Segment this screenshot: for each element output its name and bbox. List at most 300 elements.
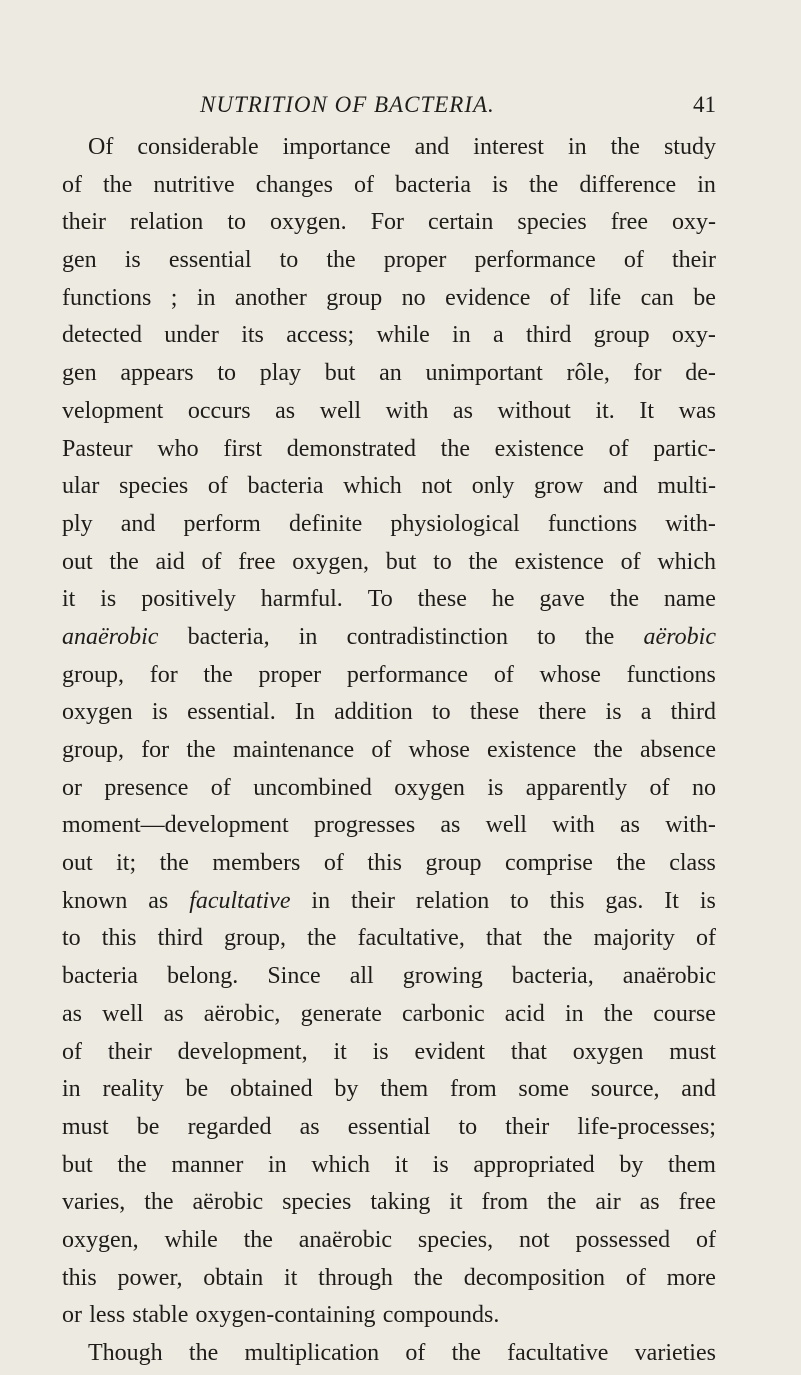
word: harmful. — [260, 586, 343, 613]
word: for — [149, 661, 178, 688]
word: existence — [494, 435, 584, 462]
word: appears — [120, 360, 194, 387]
text-line — [62, 129, 716, 167]
word: the — [547, 1189, 577, 1216]
word: presence — [104, 774, 189, 801]
word: with- — [665, 510, 716, 537]
word: proper — [258, 661, 322, 688]
word: occurs — [187, 397, 251, 424]
word: air — [595, 1189, 621, 1216]
word: of — [623, 247, 644, 274]
word: as — [275, 397, 296, 424]
word: decomposition — [463, 1264, 606, 1291]
word: evidence — [445, 284, 531, 311]
word: of — [625, 1264, 646, 1291]
word: the — [307, 925, 337, 952]
word: which — [311, 1151, 370, 1178]
word: bacteria — [247, 473, 324, 500]
word: in — [567, 134, 587, 160]
word: of — [354, 171, 375, 198]
word: was — [678, 397, 716, 424]
word: generate — [300, 1000, 382, 1027]
text-line — [62, 167, 716, 205]
word: to — [510, 887, 529, 914]
word: as — [620, 812, 641, 839]
word: oxygen, — [292, 548, 369, 575]
word: the — [593, 737, 623, 763]
word: play — [259, 360, 302, 387]
word: as — [639, 1189, 660, 1216]
word: first — [223, 435, 263, 462]
word: through — [318, 1264, 393, 1291]
text-line — [62, 657, 716, 695]
word: definite — [288, 510, 363, 537]
text-line — [62, 204, 716, 242]
word: is — [605, 699, 622, 726]
word: as — [62, 1000, 82, 1027]
word: to — [431, 699, 451, 726]
word: belong. — [166, 963, 239, 990]
word: the — [543, 925, 573, 952]
word: while — [164, 1226, 218, 1253]
word: contradistinction — [346, 623, 508, 650]
word: oxygen — [572, 1038, 644, 1065]
word: these — [417, 586, 467, 613]
word: aërobic — [192, 1189, 264, 1216]
word: for — [633, 360, 662, 387]
word: them — [380, 1076, 429, 1103]
word: some — [518, 1076, 570, 1103]
word: it. — [595, 397, 615, 424]
word: gen — [62, 247, 97, 274]
word: of — [62, 171, 82, 198]
word: the — [109, 548, 139, 575]
word: physiological — [390, 510, 520, 537]
word: the — [440, 435, 470, 462]
word: the — [186, 737, 216, 763]
text-line — [62, 355, 716, 393]
word: the — [413, 1264, 443, 1291]
word: the — [159, 850, 189, 877]
word: is — [432, 1151, 449, 1178]
word: only — [471, 473, 515, 500]
word: class — [669, 850, 716, 877]
word: is — [100, 586, 117, 613]
word: must — [62, 1113, 109, 1140]
word: carbonic — [402, 1000, 485, 1027]
word: for — [141, 737, 170, 763]
text-line — [62, 619, 716, 657]
word: by — [334, 1076, 359, 1103]
word: in — [267, 1151, 287, 1178]
word: this — [367, 850, 403, 877]
text-line — [62, 845, 716, 883]
word: to — [62, 925, 81, 952]
word: in — [697, 171, 716, 198]
word: aërobic — [643, 623, 716, 650]
word: it — [62, 586, 76, 613]
word: of — [210, 774, 231, 801]
word: be — [693, 284, 716, 311]
word: of — [649, 774, 670, 801]
word: compounds. — [382, 1302, 500, 1329]
text-line — [62, 581, 716, 619]
word: functions — [547, 510, 638, 537]
word: the — [585, 623, 615, 650]
word: more — [666, 1264, 716, 1291]
word: access; — [286, 322, 355, 349]
word: relation — [130, 209, 204, 236]
word: ular — [62, 473, 100, 500]
word: obtained — [229, 1076, 313, 1103]
word: of — [608, 435, 629, 462]
word: without — [497, 397, 571, 424]
word: group, — [62, 737, 124, 763]
word: appropriated — [473, 1151, 595, 1178]
word: aid — [155, 548, 185, 575]
word: third — [670, 699, 716, 726]
word: with — [552, 812, 595, 839]
word: not — [518, 1226, 550, 1253]
word: is — [699, 887, 716, 914]
word: positively — [141, 586, 236, 613]
word: name — [663, 586, 716, 613]
word: varieties — [634, 1340, 716, 1366]
word: anaërobic — [298, 1226, 393, 1253]
text-line — [62, 732, 716, 770]
word: For — [370, 209, 405, 236]
word: essential — [347, 1113, 431, 1140]
word: this — [62, 1264, 97, 1291]
word: absence — [640, 737, 716, 763]
word: a — [493, 322, 504, 349]
text-line — [62, 1109, 716, 1147]
word: anaërobic — [622, 963, 716, 990]
word: and — [414, 134, 450, 160]
word: but — [385, 548, 417, 575]
word: or — [62, 774, 82, 801]
word: de- — [685, 360, 716, 387]
word: in — [298, 623, 318, 650]
word: regarded — [187, 1113, 272, 1140]
word: with- — [665, 812, 716, 839]
word: all — [349, 963, 374, 990]
word: possessed — [575, 1226, 671, 1253]
word: aërobic, — [203, 1000, 281, 1027]
page-number: 41 — [693, 92, 716, 117]
word: of — [695, 1226, 716, 1253]
word: this — [549, 887, 585, 914]
text-line — [62, 1034, 716, 1072]
text-line — [62, 1260, 716, 1298]
word: reality — [102, 1076, 164, 1103]
word: in — [62, 1076, 81, 1103]
word: their — [62, 209, 106, 236]
word: be — [185, 1076, 209, 1103]
word: of — [405, 1340, 426, 1366]
word: species — [517, 209, 587, 236]
text-line — [62, 1071, 716, 1109]
word: existence — [514, 548, 604, 575]
text-line — [62, 920, 716, 958]
word: importance — [282, 134, 391, 160]
word: the — [609, 586, 639, 613]
word: the — [243, 1226, 273, 1253]
word: the — [610, 134, 640, 160]
word: their — [505, 1113, 550, 1140]
word: of — [371, 737, 392, 763]
word: Since — [267, 963, 321, 990]
word: free — [238, 548, 276, 575]
word: Of — [88, 134, 114, 160]
text-line — [62, 958, 716, 996]
word: comprise — [504, 850, 593, 877]
word: Though — [88, 1340, 163, 1366]
word: gave — [539, 586, 585, 613]
word: but — [62, 1151, 93, 1178]
word: of — [323, 850, 344, 877]
text-line — [62, 431, 716, 469]
word: in — [311, 887, 331, 914]
word: source, — [590, 1076, 660, 1103]
word: it — [284, 1264, 298, 1291]
word: essential — [168, 247, 252, 274]
word: performance — [474, 247, 596, 274]
word: Pasteur — [62, 435, 133, 462]
word: that — [510, 1038, 547, 1065]
word: power, — [117, 1264, 183, 1291]
word: gen — [62, 360, 97, 387]
word: well — [319, 397, 362, 424]
word: of — [549, 284, 570, 311]
word: manner — [171, 1151, 244, 1178]
word: moment—development — [62, 812, 289, 839]
text-line — [62, 1335, 716, 1373]
word: of — [201, 548, 222, 575]
word: members — [212, 850, 301, 877]
word: partic- — [653, 435, 716, 462]
word: perform — [183, 510, 261, 537]
word: by — [619, 1151, 644, 1178]
word: life-processes; — [577, 1113, 716, 1140]
word: to — [279, 247, 299, 274]
text-line — [62, 506, 716, 544]
word: that — [485, 925, 522, 952]
word: of — [493, 661, 514, 688]
word: unimportant — [425, 360, 543, 387]
word: taking — [370, 1189, 431, 1216]
word: a — [640, 699, 652, 726]
word: group — [425, 850, 482, 877]
word: apparently — [525, 774, 628, 801]
word: group, — [62, 661, 124, 688]
word: out — [62, 850, 93, 877]
word: can — [640, 284, 674, 311]
word: oxygen — [394, 774, 465, 801]
word: another — [234, 284, 307, 311]
text-line — [62, 996, 716, 1034]
word: who — [157, 435, 199, 462]
word: is — [487, 774, 504, 801]
word: and — [681, 1076, 716, 1103]
word: out — [62, 548, 93, 575]
word: bacteria, — [511, 963, 594, 990]
word: in — [564, 1000, 584, 1027]
word: group — [326, 284, 383, 311]
word: or — [62, 1302, 82, 1329]
word: It — [664, 887, 679, 914]
text-line — [62, 544, 716, 582]
word: it — [333, 1038, 347, 1065]
word: group — [593, 322, 650, 349]
word: known — [62, 887, 128, 914]
word: this — [101, 925, 137, 952]
word: gas. — [605, 887, 644, 914]
word: growing — [402, 963, 483, 990]
word: It — [639, 397, 655, 424]
word: functions — [62, 284, 152, 311]
word: which — [343, 473, 402, 500]
word: velopment — [62, 397, 164, 424]
text-line — [62, 317, 716, 355]
text-line — [62, 770, 716, 808]
word: its — [241, 322, 264, 349]
word: and — [120, 510, 156, 537]
word: bacteria, — [187, 623, 270, 650]
word: varies, — [62, 1189, 126, 1216]
word: from — [449, 1076, 497, 1103]
text-line — [62, 1184, 716, 1222]
word: not — [421, 473, 453, 500]
text-line — [62, 393, 716, 431]
word: to — [458, 1113, 478, 1140]
word: anaërobic — [62, 623, 159, 650]
word: functions — [626, 661, 716, 688]
word: oxy- — [671, 322, 716, 349]
word: oxy- — [672, 209, 716, 236]
text-line — [62, 1147, 716, 1185]
word: certain — [428, 209, 494, 236]
word: as — [148, 887, 169, 914]
word: acid — [504, 1000, 545, 1027]
word: species — [118, 473, 189, 500]
word: whose — [539, 661, 601, 688]
word: oxygen. — [270, 209, 347, 236]
word: is — [491, 171, 508, 198]
word: the — [451, 1340, 481, 1366]
word: as — [440, 812, 461, 839]
word: in — [452, 322, 471, 349]
word: their — [351, 887, 395, 914]
word: oxygen-containing — [195, 1302, 376, 1329]
word: the — [103, 171, 133, 198]
word: third — [157, 925, 203, 952]
word: third — [526, 322, 572, 349]
text-line — [62, 807, 716, 845]
word: which — [657, 548, 716, 575]
word: the — [144, 1189, 174, 1216]
word: ; — [170, 284, 178, 311]
word: progresses — [313, 812, 416, 839]
word: their — [107, 1038, 152, 1065]
word: the — [603, 1000, 634, 1027]
word: detected — [62, 322, 142, 349]
word: free — [610, 209, 648, 236]
word: he — [491, 586, 515, 613]
word: it — [449, 1189, 463, 1216]
word: oxygen, — [62, 1226, 139, 1253]
body-text — [62, 129, 716, 1373]
text-line — [62, 694, 716, 732]
word: there — [538, 699, 587, 726]
word: must — [669, 1038, 716, 1065]
word: from — [481, 1189, 529, 1216]
word: but — [324, 360, 356, 387]
word: the — [188, 1340, 219, 1366]
word: their — [671, 247, 716, 274]
word: them — [667, 1151, 716, 1178]
word: difference — [579, 171, 677, 198]
word: changes — [255, 171, 333, 198]
text-line — [62, 280, 716, 318]
word: proper — [383, 247, 447, 274]
word: evident — [414, 1038, 486, 1065]
word: as — [452, 397, 473, 424]
word: interest — [473, 134, 544, 160]
word: obtain — [203, 1264, 264, 1291]
word: nutritive — [153, 171, 235, 198]
word: less — [89, 1302, 126, 1329]
word: ply — [62, 510, 93, 537]
word: as — [299, 1113, 320, 1140]
word: while — [376, 322, 430, 349]
word: facultative — [507, 1340, 609, 1366]
word: no — [401, 284, 426, 311]
word: of — [207, 473, 228, 500]
text-line — [62, 468, 716, 506]
text-line — [62, 1222, 716, 1260]
word: study — [663, 134, 716, 160]
word: of — [620, 548, 641, 575]
word: To — [367, 586, 393, 613]
word: essential. — [187, 699, 276, 726]
word: to — [227, 209, 246, 236]
word: the — [117, 1151, 147, 1178]
word: well — [485, 812, 527, 839]
word: group, — [224, 925, 287, 952]
word: it; — [116, 850, 137, 877]
text-line — [62, 1297, 716, 1335]
word: free — [678, 1189, 716, 1216]
word: development, — [177, 1038, 308, 1065]
word: demonstrated — [286, 435, 416, 462]
running-head — [62, 90, 716, 120]
word: existence — [487, 737, 577, 763]
word: and — [603, 473, 638, 500]
word: as — [163, 1000, 184, 1027]
word: bacteria — [395, 171, 471, 198]
running-title: NUTRITION OF BACTERIA. — [200, 92, 495, 117]
word: the — [326, 247, 356, 274]
word: oxygen — [62, 699, 133, 726]
word: to — [537, 623, 556, 650]
word: species — [282, 1189, 352, 1216]
word: is — [151, 699, 168, 726]
word: course — [653, 1000, 716, 1027]
word: In — [294, 699, 315, 726]
word: life — [589, 284, 622, 311]
word: majority — [593, 925, 675, 952]
